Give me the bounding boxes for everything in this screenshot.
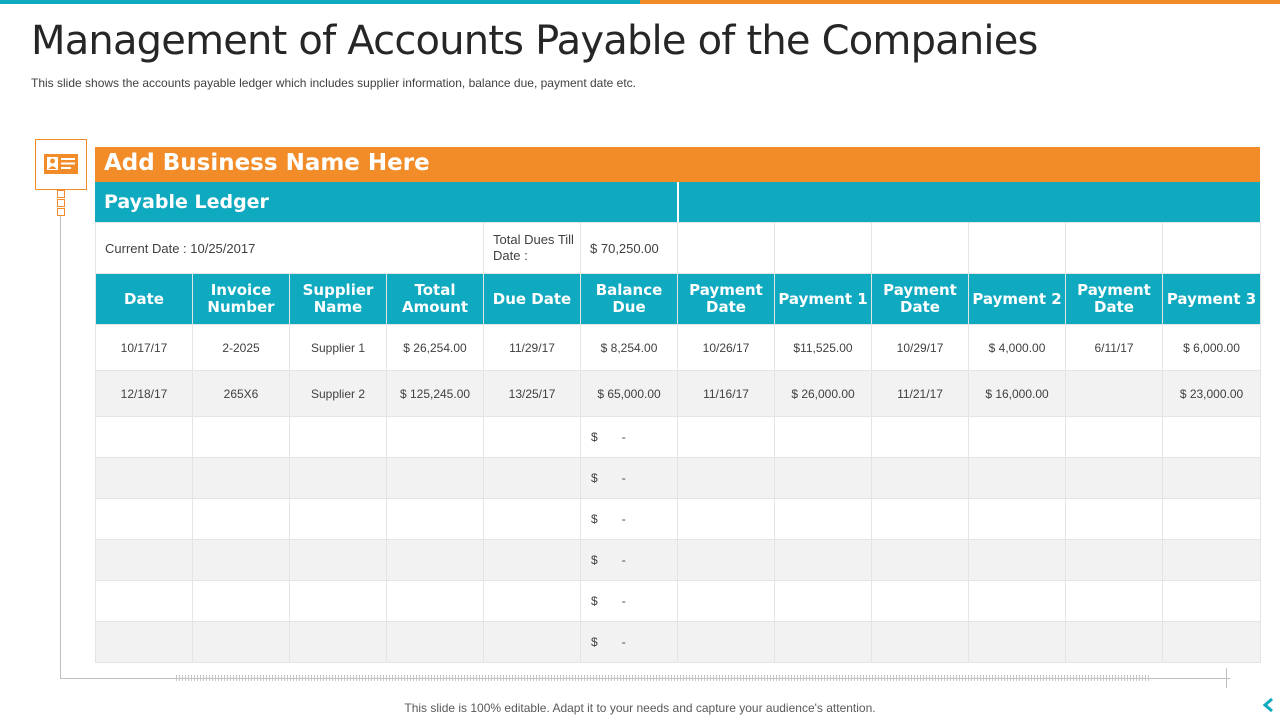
table-cell xyxy=(969,499,1066,540)
empty-dash: - xyxy=(621,594,626,608)
balance-due-cell xyxy=(581,581,678,622)
slide-subtitle: This slide shows the accounts payable ledger which includes supplier information, balance due, payment date etc. xyxy=(31,76,637,90)
bracket-hatch-decoration xyxy=(176,675,1151,681)
balance-due-cell xyxy=(581,499,678,540)
slide-title: Management of Accounts Payable of the Companies xyxy=(31,18,1038,64)
decor-square xyxy=(57,199,65,207)
table-cell xyxy=(872,417,969,458)
table-cell xyxy=(1066,540,1163,581)
table-cell xyxy=(1163,499,1261,540)
table-cell xyxy=(193,622,290,663)
table-cell xyxy=(1066,458,1163,499)
table-cell xyxy=(484,417,581,458)
table-cell xyxy=(775,458,872,499)
table-row xyxy=(96,371,1261,417)
ledger-info-row xyxy=(96,223,1261,274)
table-cell xyxy=(1066,417,1163,458)
empty-table-row xyxy=(96,417,1261,458)
table-cell: 10/29/17 xyxy=(872,325,969,371)
id-card-icon-box xyxy=(35,139,87,190)
table-cell xyxy=(1066,581,1163,622)
table-cell xyxy=(193,499,290,540)
empty-dash: - xyxy=(621,512,626,526)
table-cell: $ 26,000.00 xyxy=(775,371,872,417)
total-dues-value: $ 70,250.00 xyxy=(581,223,678,274)
table-cell: 6/11/17 xyxy=(1066,325,1163,371)
column-header-payment-3: Payment 3 xyxy=(1163,274,1261,325)
table-row xyxy=(96,325,1261,371)
table-cell xyxy=(969,622,1066,663)
business-name: Add Business Name Here xyxy=(104,150,430,176)
table-cell xyxy=(872,458,969,499)
empty-table-row xyxy=(96,581,1261,622)
table-cell: 2-2025 xyxy=(193,325,290,371)
column-header-invoice-number: Invoice Number xyxy=(193,274,290,325)
info-empty-cell xyxy=(678,223,775,274)
table-cell xyxy=(193,417,290,458)
top-accent-bar-teal xyxy=(0,0,640,4)
ledger-title-divider xyxy=(677,182,679,222)
currency-symbol: $ xyxy=(591,594,598,608)
table-cell: $ 125,245.00 xyxy=(387,371,484,417)
table-cell: $ 65,000.00 xyxy=(581,371,678,417)
table-cell xyxy=(1066,371,1163,417)
table-cell xyxy=(969,540,1066,581)
table-cell xyxy=(1163,540,1261,581)
table-cell xyxy=(96,622,193,663)
table-cell xyxy=(872,581,969,622)
table-cell xyxy=(290,417,387,458)
balance-due-cell xyxy=(581,622,678,663)
column-header-payment-date-3: Payment Date xyxy=(1066,274,1163,325)
column-header-supplier-name: Supplier Name xyxy=(290,274,387,325)
table-cell xyxy=(1066,622,1163,663)
table-cell xyxy=(969,458,1066,499)
table-cell xyxy=(969,581,1066,622)
payable-ledger-table xyxy=(95,222,1261,663)
empty-dash: - xyxy=(621,430,626,444)
table-cell xyxy=(290,540,387,581)
table-cell xyxy=(775,417,872,458)
slide-footer: This slide is 100% editable. Adapt it to your needs and capture your audience's attention. xyxy=(404,701,876,715)
table-cell: $ 16,000.00 xyxy=(969,371,1066,417)
info-empty-cell xyxy=(969,223,1066,274)
table-cell xyxy=(96,458,193,499)
table-cell: $ 23,000.00 xyxy=(1163,371,1261,417)
table-cell xyxy=(1163,458,1261,499)
info-empty-cell xyxy=(872,223,969,274)
current-date: Current Date : 10/25/2017 xyxy=(96,223,484,274)
empty-table-row xyxy=(96,499,1261,540)
table-cell: $ 26,254.00 xyxy=(387,325,484,371)
column-header-payment-date-1: Payment Date xyxy=(678,274,775,325)
currency-symbol: $ xyxy=(591,635,598,649)
table-cell xyxy=(872,622,969,663)
balance-due-cell xyxy=(581,458,678,499)
table-cell: 11/16/17 xyxy=(678,371,775,417)
table-cell xyxy=(775,499,872,540)
currency-symbol: $ xyxy=(591,430,598,444)
table-cell xyxy=(387,581,484,622)
table-cell xyxy=(387,540,484,581)
column-header-total-amount: Total Amount xyxy=(387,274,484,325)
table-cell xyxy=(484,581,581,622)
table-cell: Supplier 1 xyxy=(290,325,387,371)
table-cell xyxy=(290,499,387,540)
table-cell: 265X6 xyxy=(193,371,290,417)
info-empty-cell xyxy=(1066,223,1163,274)
table-cell xyxy=(484,458,581,499)
column-header-balance-due: Balance Due xyxy=(581,274,678,325)
table-cell xyxy=(387,417,484,458)
table-cell xyxy=(96,417,193,458)
ledger-title: Payable Ledger xyxy=(104,191,269,213)
table-cell xyxy=(678,417,775,458)
total-dues-label: Total Dues Till Date : xyxy=(484,223,581,274)
bracket-line-vertical xyxy=(60,214,61,679)
table-cell xyxy=(387,458,484,499)
empty-table-row xyxy=(96,540,1261,581)
table-cell: 12/18/17 xyxy=(96,371,193,417)
table-cell xyxy=(484,622,581,663)
id-card-icon xyxy=(36,140,86,189)
table-cell xyxy=(193,458,290,499)
empty-dash: - xyxy=(621,635,626,649)
top-accent-bar-orange xyxy=(640,0,1280,4)
empty-table-row xyxy=(96,458,1261,499)
table-cell xyxy=(290,458,387,499)
table-cell xyxy=(775,581,872,622)
table-cell xyxy=(969,417,1066,458)
bracket-end-tick xyxy=(1226,668,1227,688)
balance-due-cell xyxy=(581,417,678,458)
table-cell xyxy=(678,540,775,581)
table-cell xyxy=(290,581,387,622)
table-cell: 13/25/17 xyxy=(484,371,581,417)
table-cell xyxy=(290,622,387,663)
decor-square xyxy=(57,190,65,198)
table-cell: 10/26/17 xyxy=(678,325,775,371)
table-cell: Supplier 2 xyxy=(290,371,387,417)
table-cell: 11/29/17 xyxy=(484,325,581,371)
table-cell xyxy=(775,540,872,581)
empty-dash: - xyxy=(621,553,626,567)
info-empty-cell xyxy=(1163,223,1261,274)
table-cell xyxy=(1163,417,1261,458)
table-cell xyxy=(678,581,775,622)
currency-symbol: $ xyxy=(591,553,598,567)
table-cell xyxy=(96,540,193,581)
table-cell: 11/21/17 xyxy=(872,371,969,417)
table-cell xyxy=(484,540,581,581)
table-cell xyxy=(387,622,484,663)
table-header-row xyxy=(96,274,1261,325)
column-header-due-date: Due Date xyxy=(484,274,581,325)
table-cell xyxy=(678,622,775,663)
decor-square xyxy=(57,208,65,216)
info-empty-cell xyxy=(775,223,872,274)
column-header-payment-date-2: Payment Date xyxy=(872,274,969,325)
table-cell: $ 4,000.00 xyxy=(969,325,1066,371)
table-cell xyxy=(96,499,193,540)
table-cell: $11,525.00 xyxy=(775,325,872,371)
chevron-left-icon[interactable] xyxy=(1262,698,1274,717)
table-cell xyxy=(96,581,193,622)
table-cell xyxy=(678,458,775,499)
table-cell xyxy=(1066,499,1163,540)
table-cell xyxy=(387,499,484,540)
table-cell xyxy=(678,499,775,540)
table-cell xyxy=(484,499,581,540)
table-cell xyxy=(1163,581,1261,622)
table-cell xyxy=(775,622,872,663)
column-header-date: Date xyxy=(96,274,193,325)
table-cell: $ 6,000.00 xyxy=(1163,325,1261,371)
column-header-payment-2: Payment 2 xyxy=(969,274,1066,325)
table-cell xyxy=(872,540,969,581)
currency-symbol: $ xyxy=(591,512,598,526)
column-header-payment-1: Payment 1 xyxy=(775,274,872,325)
table-cell: 10/17/17 xyxy=(96,325,193,371)
table-cell xyxy=(1163,622,1261,663)
table-cell: $ 8,254.00 xyxy=(581,325,678,371)
table-cell xyxy=(193,540,290,581)
balance-due-cell xyxy=(581,540,678,581)
table-cell xyxy=(193,581,290,622)
empty-dash: - xyxy=(621,471,626,485)
empty-table-row xyxy=(96,622,1261,663)
table-cell xyxy=(872,499,969,540)
currency-symbol: $ xyxy=(591,471,598,485)
